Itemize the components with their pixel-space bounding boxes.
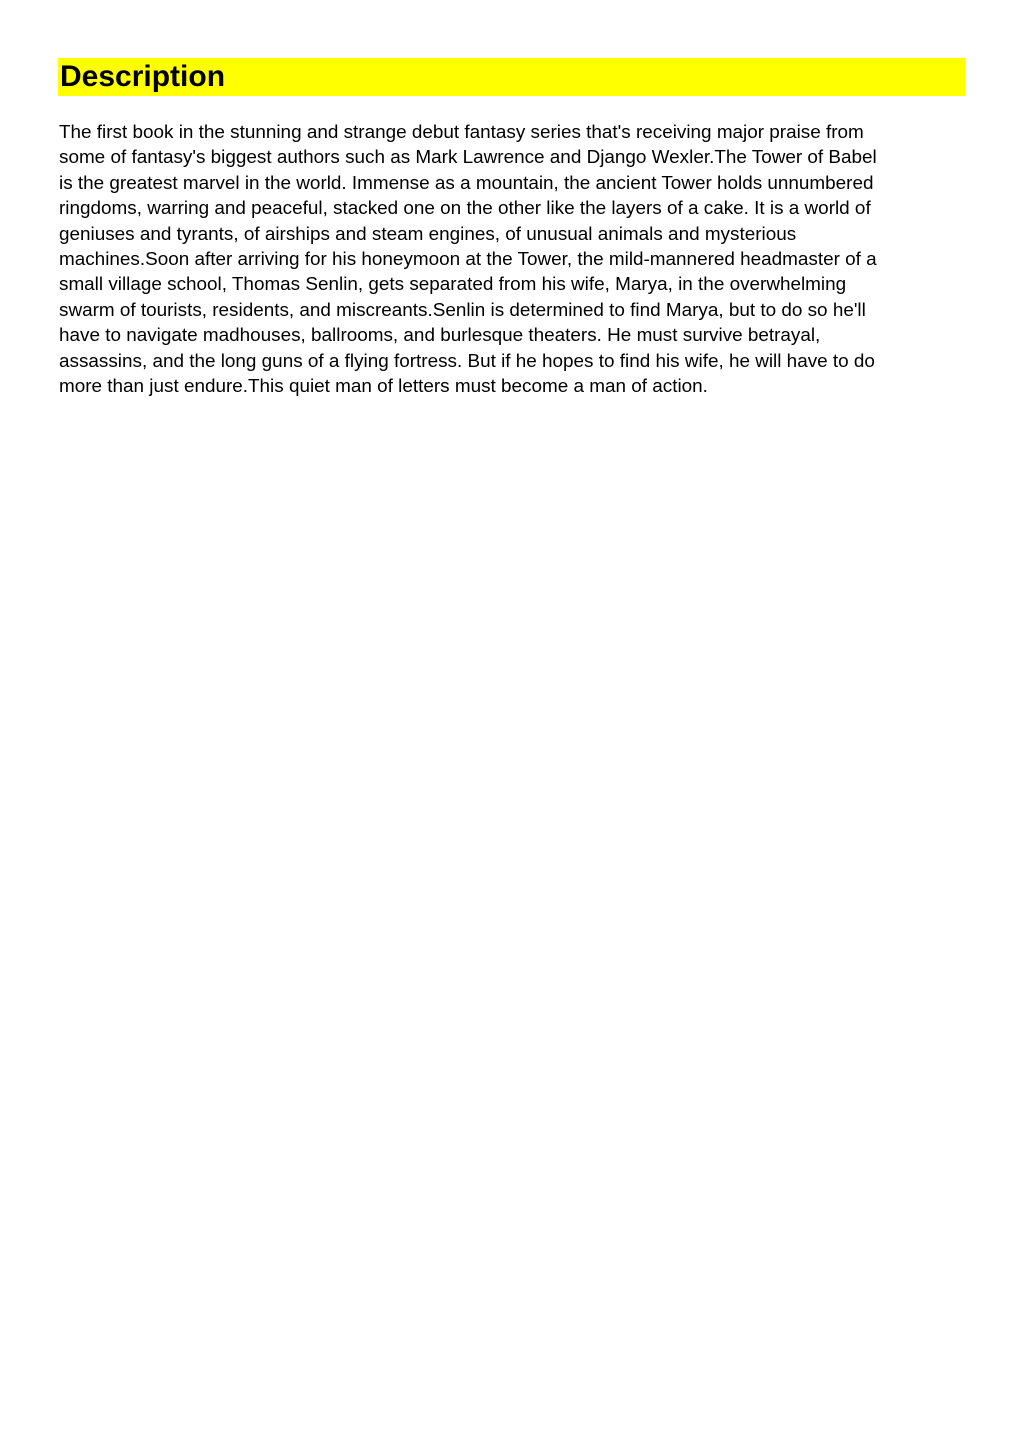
description-line: more than just endure.This quiet man of letters must become a man of action.: [59, 376, 708, 398]
description-line: swarm of tourists, residents, and miscreants.Senlin is determined to find Marya, but to do so he'll: [59, 299, 866, 321]
description-line: The first book in the stunning and strange debut fantasy series that's receiving major praise from: [59, 122, 864, 143]
description-line: small village school, Thomas Senlin, gets separated from his wife, Marya, in the overwhelming: [59, 274, 847, 296]
description-line: assassins, and the long guns of a flying fortress. But if he hopes to find his wife, he will have to do: [59, 350, 875, 372]
description-line: some of fantasy's biggest authors such as Mark Lawrence and Django Wexler.The Tower of Babel: [59, 147, 877, 169]
section-heading: Description: [60, 60, 226, 93]
description-line: ringdoms, warring and peaceful, stacked one on the other like the layers of a cake. It is a world of: [59, 198, 871, 220]
description-line: have to navigate madhouses, ballrooms, and burlesque theaters. He must survive betrayal,: [59, 325, 821, 347]
description-line: machines.Soon after arriving for his honeymoon at the Tower, the mild-mannered headmaster of a: [59, 249, 877, 271]
description-paragraph: [59, 120, 964, 399]
description-line: geniuses and tyrants, of airships and steam engines, of unusual animals and mysterious: [59, 223, 797, 245]
description-line: is the greatest marvel in the world. Immense as a mountain, the ancient Tower holds unnumbered: [59, 172, 874, 194]
